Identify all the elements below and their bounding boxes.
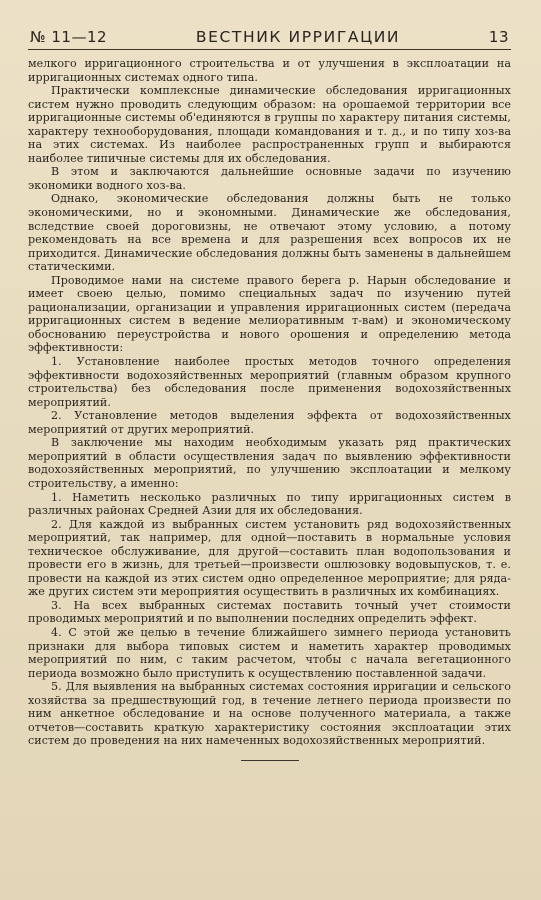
paragraph: Однако, экономические обследования должны быть не только экономическими, но и экономными. Динамические же обследования, вследствие своей дороговизны, не отвечают этому условию, а потому рекомендовать на все времена и для разрешения всех вопросов их не приходится. Динамические обследования должны быть заменены в дальнейшем статическими. [28, 192, 511, 274]
paragraph: мелкого ирригационного строительства и от улучшения в эксплоатации на ирригационных системах одного типа. [28, 57, 511, 84]
journal-title: ВЕСТНИК ИРРИГАЦИИ [195, 28, 401, 46]
list-item: 1. Установление наиболее простых методов точного определения эффективности водохозяйственных мероприятий (главным образом крупного строительства) без обследования после применения водохозяйственных мероприятий. [28, 355, 511, 409]
issue-number: № 11—12 [30, 28, 108, 46]
paragraph: В этом и заключаются дальнейшие основные задачи по изучению экономики водного хоз-ва. [28, 165, 511, 192]
article-body [28, 57, 511, 748]
running-header [28, 28, 511, 50]
list-item: 2. Для каждой из выбранных систем установить ряд водохозяйственных мероприятий, так например, для одной—поставить в нормальные условия техническое обслуживание, для другой—составить план водопользования и провести его в жизнь, для третьей—произвести ошлюзовку водовыпусков, т. е. провести на каждой из этих систем одно определенное мероприятие; для ряда-же других систем эти мероприятия осуществить в различных их комбинациях. [28, 517, 511, 599]
list-item: 4. С этой же целью в течение ближайшего зимнего периода установить признаки для выбора типовых систем и наметить характер проводимых мероприятий по ним, с таким расчетом, чтобы с начала вегетационного периода возможно было приступить к осуществлению поставленной задачи. [28, 625, 511, 680]
list-item: 1. Наметить несколько различных по типу ирригационных систем в различных районах Средней Азии для их обследования. [28, 490, 511, 518]
list-item: 3. На всех выбранных системах поставить точный учет стоимости проводимых мероприятий и по выполнении последних определить эффект. [28, 598, 511, 626]
end-rule [241, 760, 299, 761]
paragraph: Проводимое нами на системе правого берега р. Нарын обследование и имеет своею целью, помимо специальных задач по изучению путей рационализации, организации и управления ирригационных систем (передача ирригационных систем в ведение мелиоративным т-вам) и экономическому обоснованию переустройства и нового орошения и определению метода эффективности: [28, 273, 511, 355]
paragraph: Практически комплексные динамические обследования ирригационных систем нужно проводить следующим образом: на орошаемой территории все ирригационные системы об'единяются в группы по характеру питания системы, характеру технооборудования, площади командования и т. д., и по типу хоз-ва на этих системах. Из наиболее распространенных групп и выбираются наиболее типичные системы для их обследования. [28, 84, 511, 165]
paragraph: В заключение мы находим необходимым указать ряд практических мероприятий в области осуществления задач по выявлению эффективности водохозяйственных мероприятий, по улучшению эксплоатации и мелкому строительству, а именно: [28, 436, 511, 490]
list-item: 2. Установление методов выделения эффекта от водохозяйственных мероприятий от других мероприятий. [28, 409, 511, 436]
page-number: 13 [488, 28, 509, 46]
list-item: 5. Для выявления на выбранных системах состояния ирригации и сельского хозяйства за предшествующий год, в течение летнего периода произвести по ним анкетное обследование и на основе полученного материала, а также отчетов—составить краткую характеристику состояния эксплоатации этих систем до проведения на них намеченных водохозяйственных мероприятий. [28, 680, 511, 748]
